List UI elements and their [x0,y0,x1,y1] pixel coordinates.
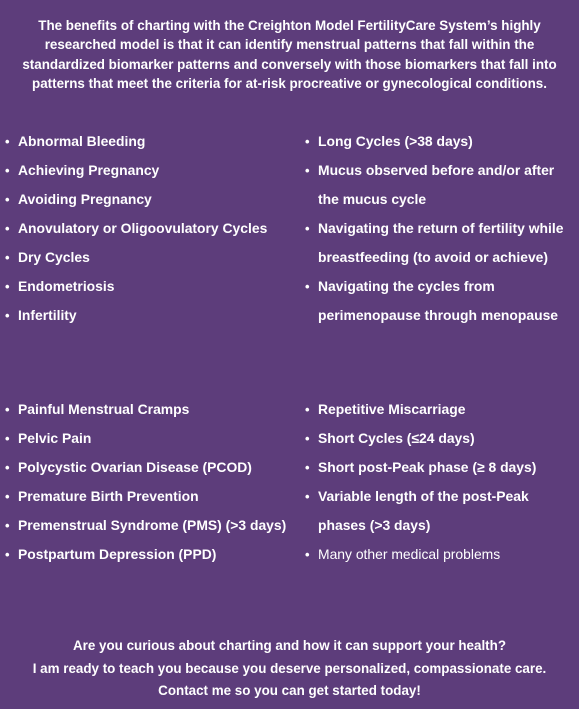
bullet-icon: • [5,192,10,207]
intro-line: The benefits of charting with the Creighton Model FertilityCare System’s highly [38,18,541,33]
bullet-icon: • [5,518,10,533]
bullet-icon: • [5,134,10,149]
bullet-icon: • [5,547,10,562]
bullet-icon: • [5,250,10,265]
list-item: • Short Cycles (≤24 days) [305,424,536,453]
list-item: • Polycystic Ovarian Disease (PCOD) [5,453,286,482]
list-item: • Avoiding Pregnancy [5,185,267,214]
bullet-icon: • [305,279,310,294]
intro-line: standardized biomarker patterns and conversely with those biomarkers that fall into [22,56,557,72]
outro-line: I am ready to teach you because you deserve personalized, compassionate care. [32,660,547,676]
bullet-icon: • [5,489,10,504]
bullet-icon: • [305,460,310,475]
bullet-icon: • [305,489,310,504]
list-item: • Navigating the cycles from perimenopause through menopause [305,272,563,330]
list-item: • Infertility [5,301,267,330]
bullet-icon: • [305,402,310,417]
list-item: • Mucus observed before and/or after the mucus cycle [305,156,563,214]
list-item: • Abnormal Bleeding [5,127,267,156]
section2-left-list [5,395,286,569]
outro-line: Are you curious about charting and how it can support your health? [73,638,506,653]
bullet-icon: • [5,279,10,294]
outro-line: Contact me so you can get started today! [158,683,421,698]
intro-line: patterns that meet the criteria for at-risk procreative or gynecological conditions. [32,75,547,91]
intro-paragraph [0,16,579,93]
bullet-icon: • [5,402,10,417]
list-item: • Dry Cycles [5,243,267,272]
outro-paragraph [0,635,579,703]
list-item: • Navigating the return of fertility while breastfeeding (to avoid or achieve) [305,214,563,272]
list-item: • Premenstrual Syndrome (PMS) (>3 days) [5,511,286,540]
bullet-icon: • [305,221,310,236]
bullet-icon: • [305,134,310,149]
bullet-icon: • [305,547,310,562]
list-item: • Many other medical problems [305,540,536,569]
list-item: • Achieving Pregnancy [5,156,267,185]
bullet-icon: • [5,431,10,446]
bullet-icon: • [305,163,310,178]
section2-right-list [305,395,536,569]
list-item: • Endometriosis [5,272,267,301]
bullet-icon: • [305,431,310,446]
bullet-icon: • [5,163,10,178]
bullet-icon: • [5,460,10,475]
list-item: • Short post-Peak phase (≥ 8 days) [305,453,536,482]
bullet-icon: • [5,308,10,323]
list-item: • Postpartum Depression (PPD) [5,540,286,569]
list-item: • Painful Menstrual Cramps [5,395,286,424]
list-item: • Premature Birth Prevention [5,482,286,511]
list-item: • Repetitive Miscarriage [305,395,536,424]
list-item: • Anovulatory or Oligoovulatory Cycles [5,214,267,243]
list-item: • Variable length of the post-Peak phases (>3 days) [305,482,536,540]
intro-line: researched model is that it can identify menstrual patterns that fall within the [44,37,535,53]
section1-left-list [5,127,267,330]
list-item: • Pelvic Pain [5,424,286,453]
list-item: • Long Cycles (>38 days) [305,127,563,156]
bullet-icon: • [5,221,10,236]
section1-right-list [305,127,563,330]
